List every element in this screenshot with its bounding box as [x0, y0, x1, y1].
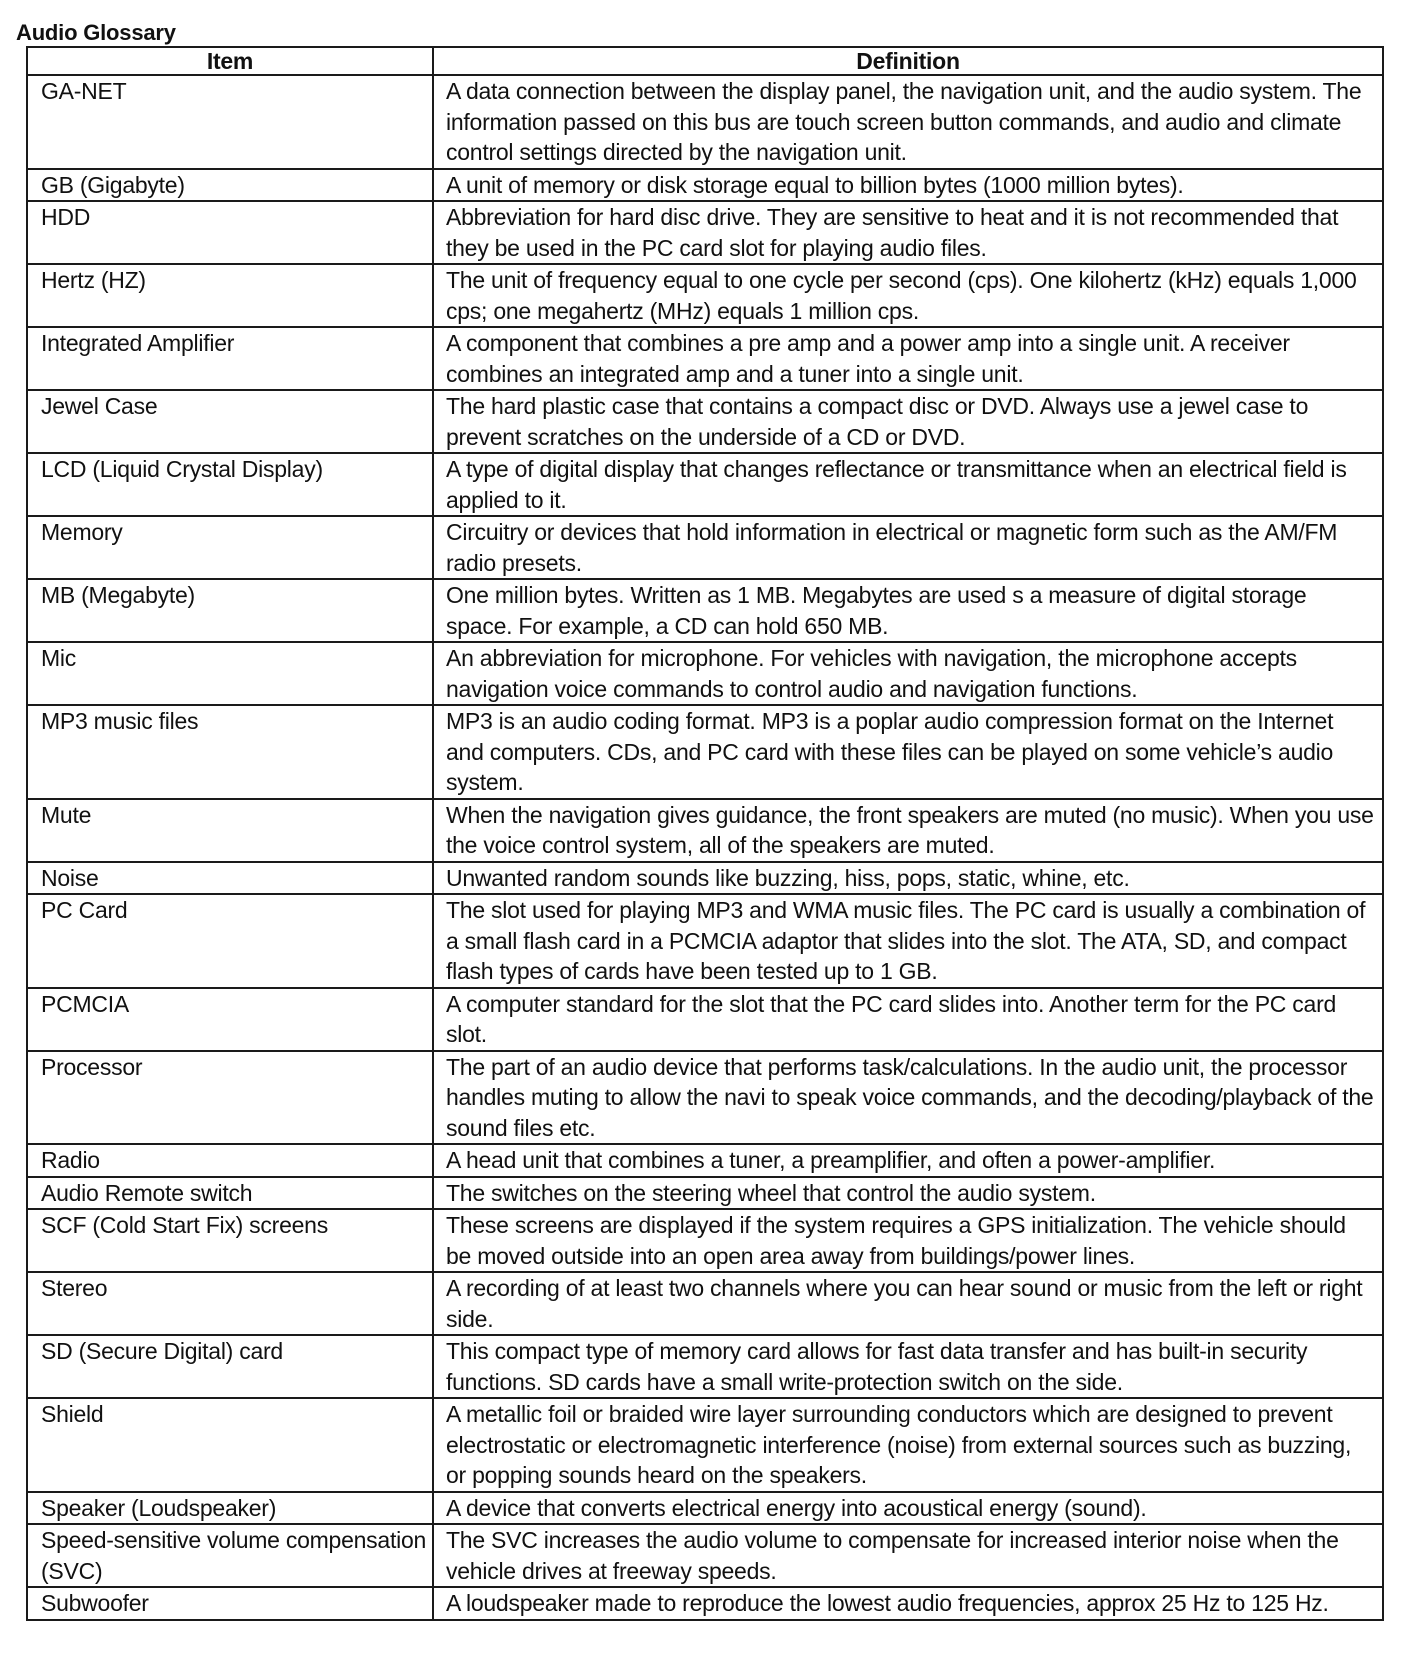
- glossary-definition: A loudspeaker made to reproduce the lowest audio frequencies, approx 25 Hz to 125 Hz.: [433, 1587, 1383, 1620]
- glossary-term: Speed-sensitive volume compensation (SVC): [27, 1524, 433, 1587]
- glossary-term: MB (Megabyte): [27, 579, 433, 642]
- glossary-term: PC Card: [27, 894, 433, 988]
- glossary-term: Hertz (HZ): [27, 264, 433, 327]
- glossary-term: PCMCIA: [27, 988, 433, 1051]
- table-row: [27, 1051, 1383, 1145]
- glossary-term: LCD (Liquid Crystal Display): [27, 453, 433, 516]
- table-row: [27, 1144, 1383, 1177]
- table-body: [27, 75, 1383, 1620]
- glossary-definition: A recording of at least two channels where you can hear sound or music from the left or right side.: [433, 1272, 1383, 1335]
- glossary-definition: The switches on the steering wheel that control the audio system.: [433, 1177, 1383, 1210]
- glossary-term: Noise: [27, 862, 433, 895]
- table-row: [27, 988, 1383, 1051]
- glossary-term: HDD: [27, 201, 433, 264]
- table-row: [27, 894, 1383, 988]
- glossary-definition: A head unit that combines a tuner, a preamplifier, and often a power-amplifier.: [433, 1144, 1383, 1177]
- glossary-definition: The SVC increases the audio volume to compensate for increased interior noise when the vehicle drives at freeway speeds.: [433, 1524, 1383, 1587]
- glossary-table: [26, 46, 1384, 1621]
- table-row: [27, 705, 1383, 799]
- table-row: [27, 1272, 1383, 1335]
- glossary-definition: Abbreviation for hard disc drive. They are sensitive to heat and it is not recommended that they be used in the PC card slot for playing audio files.: [433, 201, 1383, 264]
- glossary-term: GB (Gigabyte): [27, 169, 433, 202]
- glossary-term: Processor: [27, 1051, 433, 1145]
- glossary-definition: A unit of memory or disk storage equal to billion bytes (1000 million bytes).: [433, 169, 1383, 202]
- glossary-definition: One million bytes. Written as 1 MB. Megabytes are used s a measure of digital storage space. For example, a CD can hold 650 MB.: [433, 579, 1383, 642]
- glossary-definition: A device that converts electrical energy into acoustical energy (sound).: [433, 1492, 1383, 1525]
- glossary-term: Integrated Amplifier: [27, 327, 433, 390]
- glossary-definition: A component that combines a pre amp and a power amp into a single unit. A receiver combines an integrated amp and a tuner into a single unit.: [433, 327, 1383, 390]
- glossary-term: Speaker (Loudspeaker): [27, 1492, 433, 1525]
- glossary-definition: The hard plastic case that contains a compact disc or DVD. Always use a jewel case to prevent scratches on the underside of a CD or DVD.: [433, 390, 1383, 453]
- glossary-term: MP3 music files: [27, 705, 433, 799]
- table-row: [27, 1398, 1383, 1492]
- table-header: [27, 47, 1383, 75]
- glossary-term: Shield: [27, 1398, 433, 1492]
- glossary-definition: A data connection between the display panel, the navigation unit, and the audio system. The information passed on this bus are touch screen button commands, and audio and climate control settings directed by the navigation unit.: [433, 75, 1383, 169]
- table-row: [27, 1209, 1383, 1272]
- glossary-definition: Circuitry or devices that hold information in electrical or magnetic form such as the AM/FM radio presets.: [433, 516, 1383, 579]
- glossary-term: Subwoofer: [27, 1587, 433, 1620]
- glossary-definition: The slot used for playing MP3 and WMA music files. The PC card is usually a combination of a small flash card in a PCMCIA adaptor that slides into the slot. The ATA, SD, and compact flash types of cards have been tested up to 1 GB.: [433, 894, 1383, 988]
- table-row: [27, 453, 1383, 516]
- column-header-definition: Definition: [433, 47, 1383, 75]
- glossary-term: SD (Secure Digital) card: [27, 1335, 433, 1398]
- table-row: [27, 264, 1383, 327]
- table-row: [27, 862, 1383, 895]
- glossary-definition: MP3 is an audio coding format. MP3 is a poplar audio compression format on the Internet and computers. CDs, and PC card with these files can be played on some vehicle’s audio system.: [433, 705, 1383, 799]
- table-row: [27, 579, 1383, 642]
- table-row: [27, 1335, 1383, 1398]
- table-row: [27, 516, 1383, 579]
- glossary-definition: A type of digital display that changes reflectance or transmittance when an electrical field is applied to it.: [433, 453, 1383, 516]
- table-row: [27, 799, 1383, 862]
- table-row: [27, 75, 1383, 169]
- glossary-definition: These screens are displayed if the system requires a GPS initialization. The vehicle should be moved outside into an open area away from buildings/power lines.: [433, 1209, 1383, 1272]
- table-row: [27, 1177, 1383, 1210]
- glossary-term: Memory: [27, 516, 433, 579]
- glossary-term: Stereo: [27, 1272, 433, 1335]
- glossary-term: SCF (Cold Start Fix) screens: [27, 1209, 433, 1272]
- table-row: [27, 201, 1383, 264]
- table-row: [27, 642, 1383, 705]
- glossary-term: Mute: [27, 799, 433, 862]
- page-title: Audio Glossary: [16, 20, 176, 45]
- column-header-item: Item: [27, 47, 433, 75]
- table-row: [27, 1524, 1383, 1587]
- table-row: [27, 169, 1383, 202]
- glossary-definition: Unwanted random sounds like buzzing, hiss, pops, static, whine, etc.: [433, 862, 1383, 895]
- table-row: [27, 327, 1383, 390]
- glossary-term: Mic: [27, 642, 433, 705]
- glossary-term: Jewel Case: [27, 390, 433, 453]
- glossary-term: GA-NET: [27, 75, 433, 169]
- table-row: [27, 1587, 1383, 1620]
- table-row: [27, 1492, 1383, 1525]
- glossary-definition: When the navigation gives guidance, the front speakers are muted (no music). When you use the voice control system, all of the speakers are muted.: [433, 799, 1383, 862]
- glossary-term: Radio: [27, 1144, 433, 1177]
- table-row: [27, 390, 1383, 453]
- glossary-definition: This compact type of memory card allows for fast data transfer and has built-in security functions. SD cards have a small write-protection switch on the side.: [433, 1335, 1383, 1398]
- glossary-definition: A computer standard for the slot that the PC card slides into. Another term for the PC card slot.: [433, 988, 1383, 1051]
- glossary-definition: The unit of frequency equal to one cycle per second (cps). One kilohertz (kHz) equals 1,000 cps; one megahertz (MHz) equals 1 million cps.: [433, 264, 1383, 327]
- glossary-definition: The part of an audio device that performs task/calculations. In the audio unit, the processor handles muting to allow the navi to speak voice commands, and the decoding/playback of the sound files etc.: [433, 1051, 1383, 1145]
- glossary-definition: A metallic foil or braided wire layer surrounding conductors which are designed to prevent electrostatic or electromagnetic interference (noise) from external sources such as buzzing, or popping sounds heard on the speakers.: [433, 1398, 1383, 1492]
- glossary-term: Audio Remote switch: [27, 1177, 433, 1210]
- header-row: [27, 47, 1383, 75]
- glossary-definition: An abbreviation for microphone. For vehicles with navigation, the microphone accepts navigation voice commands to control audio and navigation functions.: [433, 642, 1383, 705]
